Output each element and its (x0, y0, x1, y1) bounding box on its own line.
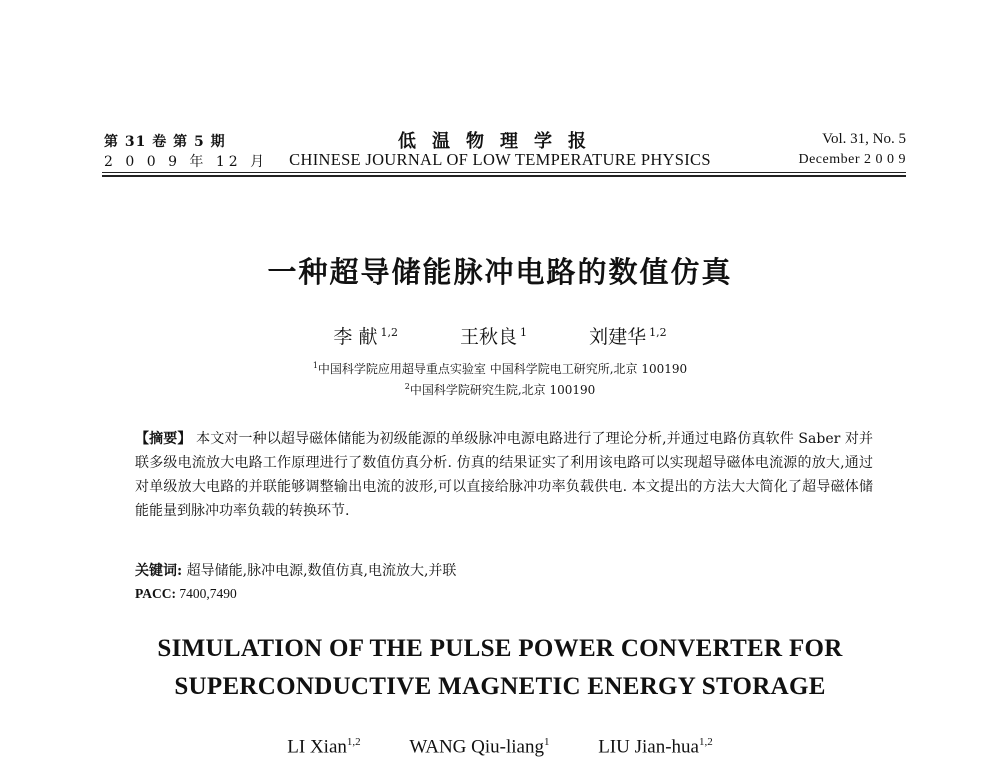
affiliation-mark: 2 (404, 382, 410, 391)
keywords (135, 560, 456, 580)
author-en (598, 736, 713, 758)
affiliation-2 (0, 381, 1000, 398)
paper-title-en-line1: SIMULATION OF THE PULSE POWER CONVERTER FOR (157, 635, 843, 662)
pacc-text: 7400,7490 (179, 586, 237, 601)
author-affiliation-mark: 1,2 (380, 325, 398, 339)
journal-date-en: December 2 0 0 9 (798, 152, 906, 167)
paper-title-en-line2: SUPERCONDUCTIVE MAGNETIC ENERGY STORAGE (174, 673, 826, 700)
journal-volume-issue: 第 31 卷 第 5 期 (104, 134, 226, 150)
header-rule-thick (102, 175, 906, 177)
author-list-en (0, 736, 1000, 758)
keywords-label: 关键词: (135, 563, 183, 579)
abstract (135, 427, 873, 523)
journal-name-en: CHINESE JOURNAL OF LOW TEMPERATURE PHYSICS (289, 150, 711, 169)
header-rule-thin (102, 172, 906, 173)
affiliation-text: 中国科学院研究生院,北京 100190 (409, 383, 596, 397)
journal-volume-en: Vol. 31, No. 5 (822, 131, 906, 147)
author-name: 王秋良 (460, 326, 518, 348)
pacc (135, 586, 237, 602)
author-name: LIU Jian-hua (598, 736, 699, 758)
author-cn (589, 322, 667, 349)
journal-date-cn: 2 0 0 9 年 12 月 (104, 154, 269, 170)
affiliation-1 (0, 360, 1000, 377)
paper-title-cn: 一种超导储能脉冲电路的数值仿真 (267, 255, 733, 289)
author-name: 刘建华 (589, 326, 647, 348)
author-affiliation-mark: 1 (543, 736, 550, 748)
author-name: WANG Qiu-liang (409, 736, 544, 758)
author-cn (333, 322, 398, 349)
author-affiliation-mark: 1 (520, 325, 528, 339)
author-affiliation-mark: 1,2 (649, 325, 667, 339)
abstract-label: 【摘要】 (135, 431, 192, 447)
author-en (287, 736, 360, 758)
affiliation-mark: 1 (312, 361, 318, 370)
author-cn (460, 322, 527, 349)
author-list-cn (0, 322, 1000, 349)
author-en (409, 736, 549, 758)
pacc-label: PACC: (135, 586, 176, 601)
author-name: LI Xian (287, 736, 347, 758)
affiliation-text: 中国科学院应用超导重点实验室 中国科学院电工研究所,北京 100190 (317, 362, 688, 376)
author-affiliation-mark: 1,2 (698, 736, 713, 748)
keywords-text: 超导储能,脉冲电源,数值仿真,电流放大,并联 (186, 563, 457, 579)
author-name: 李 献 (333, 326, 378, 348)
journal-name-cn: 低温物理学报 (398, 131, 602, 152)
author-affiliation-mark: 1,2 (346, 736, 361, 748)
abstract-text: 本文对一种以超导磁体储能为初级能源的单级脉冲电源电路进行了理论分析,并通过电路仿真软件 Saber 对并联多级电流放大电路工作原理进行了数值仿真分析. 仿真的结果证实了利用该电路可以实现超导磁体电流源的放大,通过对单级放大电路的并联能够调整输出电流的波形,可以直接给脉冲功率负载供电. 本文提出的方法大大简化了超导磁体储能能量到脉冲功率负载的转换环节. (135, 431, 873, 519)
